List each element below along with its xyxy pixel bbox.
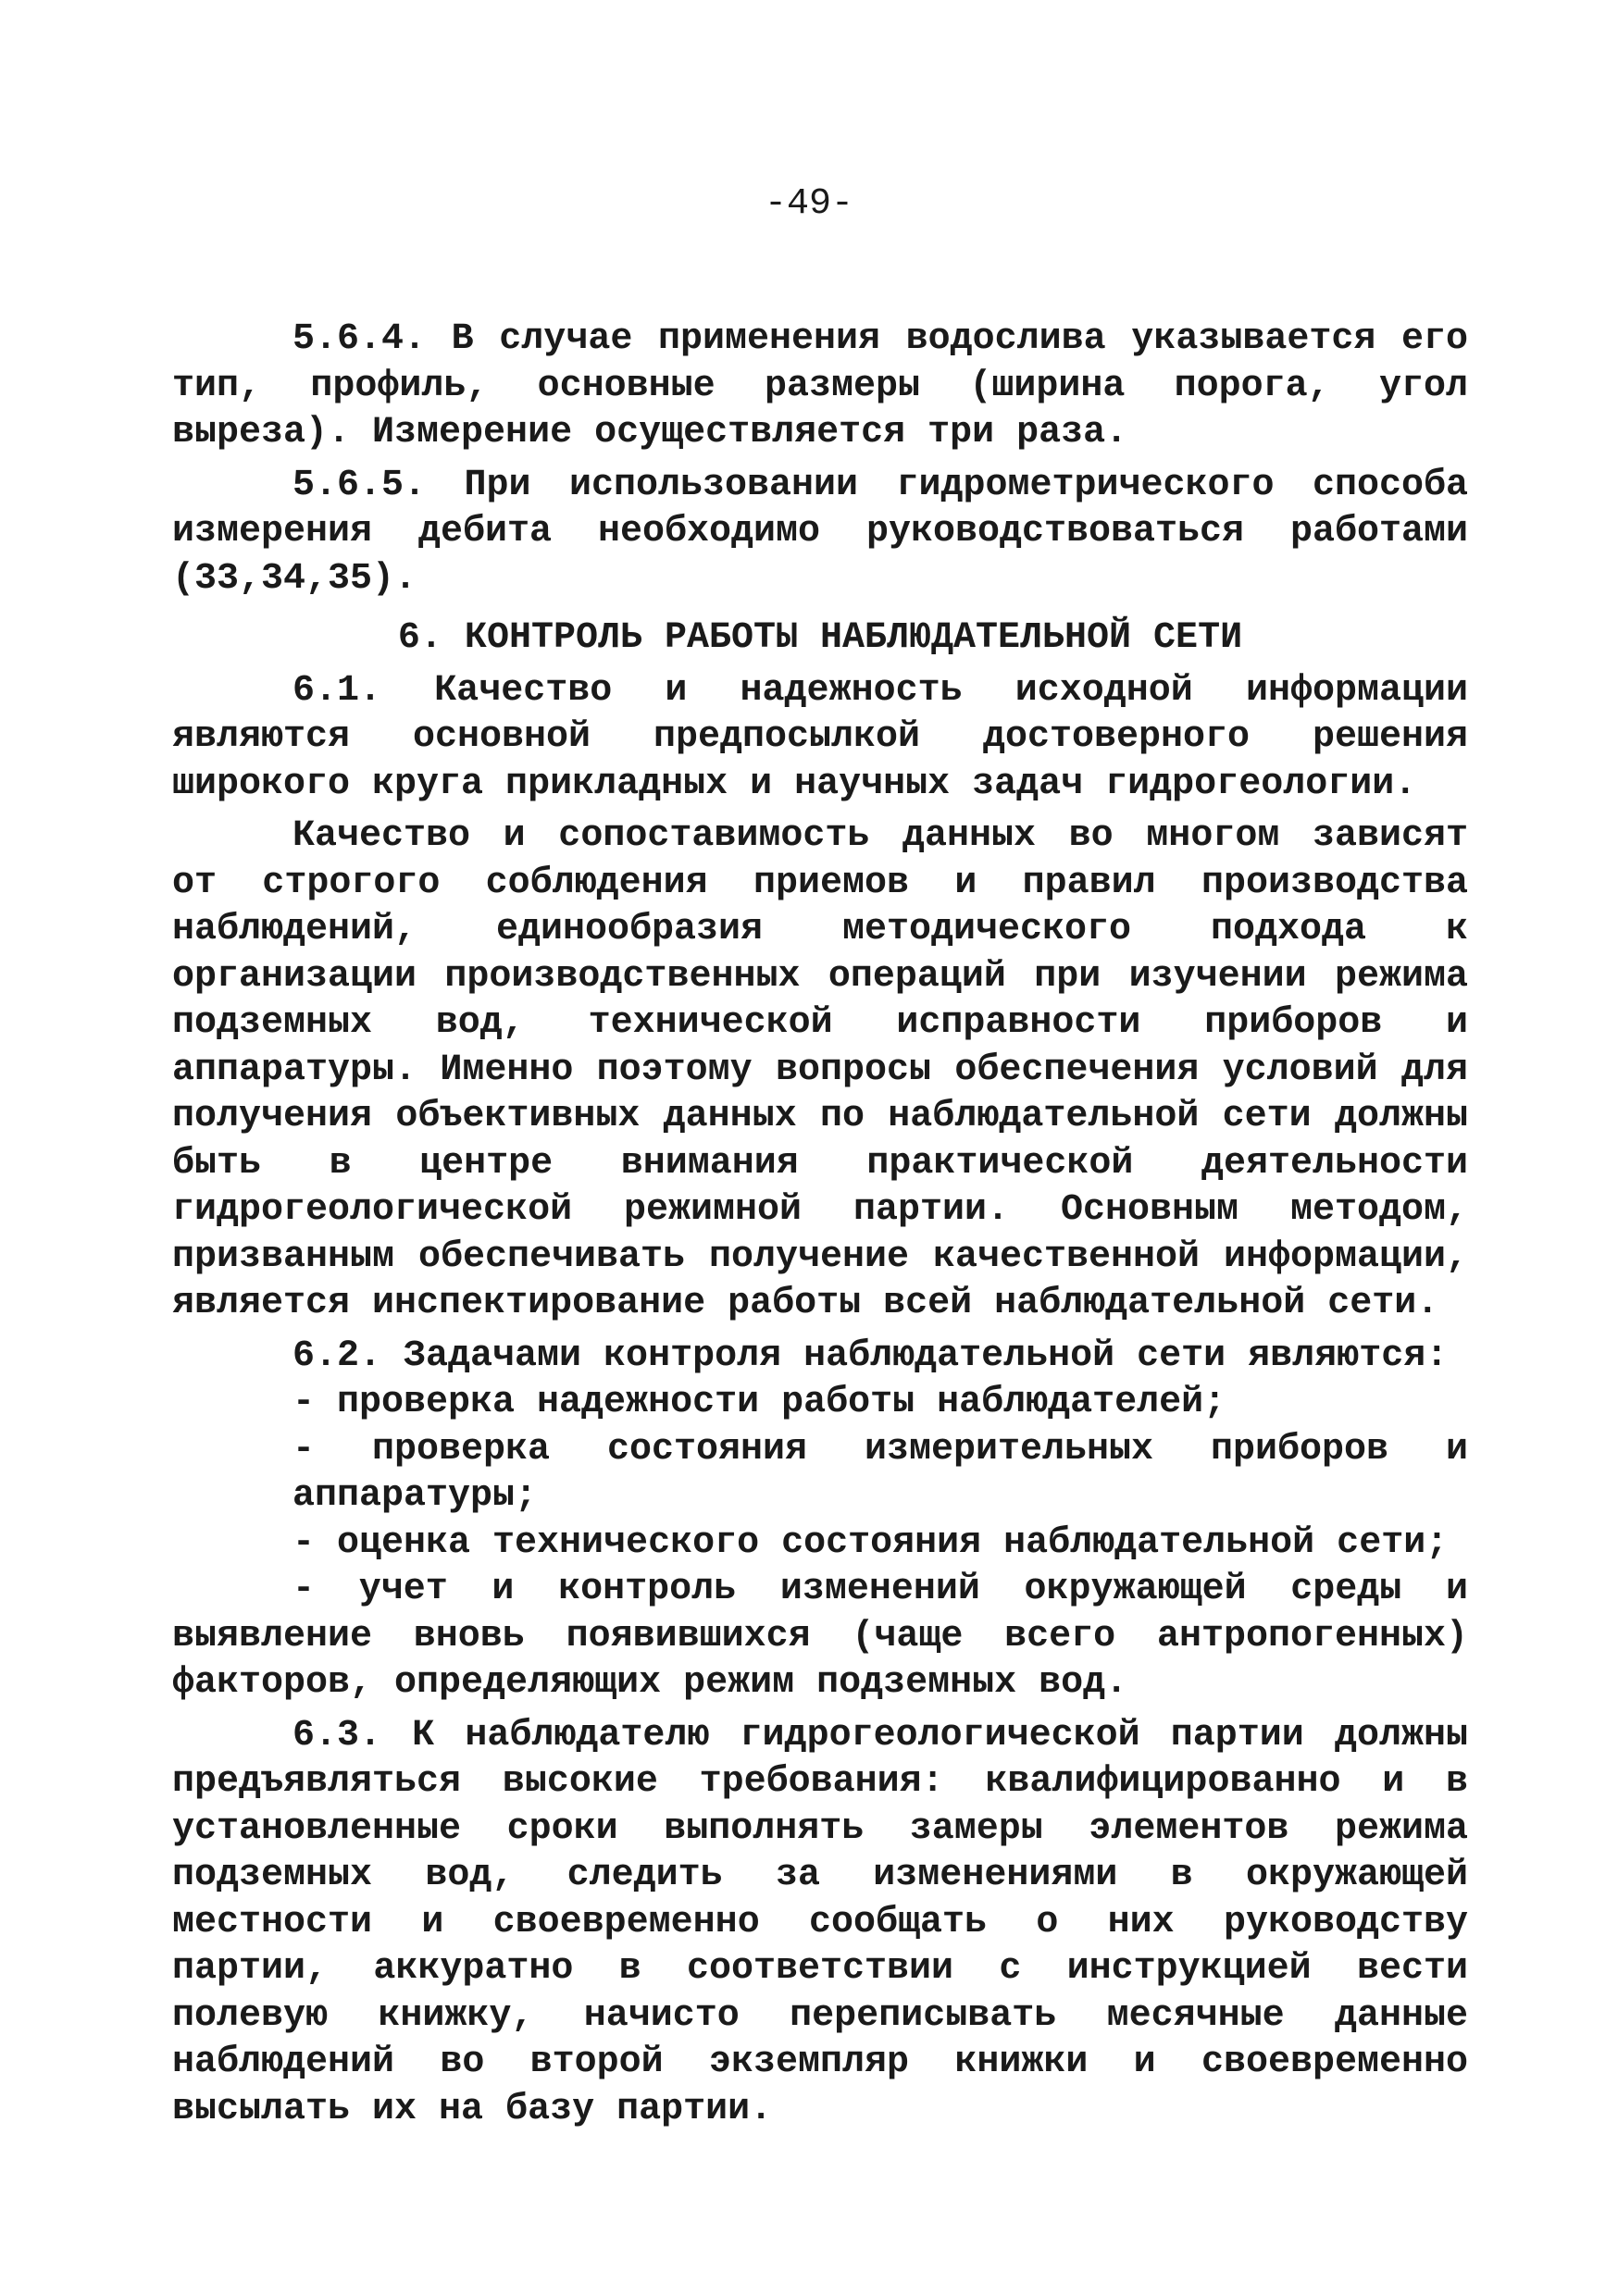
paragraph-6-3: 6.3. К наблюдателю гидрогеологической партии должны предъявляться высокие требования: квалифицированно и в установленные сроки выполнять замеры элементов режима подземных вод, следить за изменениями в окружающей местности и своевременно сообщать о них руководству партии, аккуратно в соответствии с инструкцией вести полевую книжку, начисто переписывать месячные данные наблюдений во второй экземпляр книжки и своевременно высылать их на базу партии. <box>172 1714 1468 2130</box>
paragraph-6-1: 6.1. Качество и надежность исходной информации являются основной предпосылкой достоверного решения широкого круга прикладных и научных задач гидрогеологии. <box>172 669 1468 805</box>
document-body <box>172 316 1468 2133</box>
paragraph-5-6-4: 5.6.4. В случае применения водослива указывается его тип, профиль, основные размеры (ширина порога, угол выреза). Измерение осуществляется три раза. <box>172 318 1468 453</box>
page-number: -49- <box>764 183 853 225</box>
paragraph-5-6-5: 5.6.5. При использовании гидрометрического способа измерения дебита необходимо руководствоваться работами (33,34,35). <box>172 464 1468 600</box>
list-item: - оценка технического состояния наблюдательной сети; <box>292 1521 1449 1564</box>
list-item: - проверка надежности работы наблюдателей; <box>292 1382 1226 1423</box>
list-item: - проверка состояния измерительных приборов и аппаратуры; <box>292 1428 1468 1517</box>
section-heading-6: 6. КОНТРОЛЬ РАБОТЫ НАБЛЮДАТЕЛЬНОЙ СЕТИ <box>397 617 1243 659</box>
list-item-last: - учет и контроль изменений окружающей среды и выявление вновь появившихся (чаще всего антропогенных) факторов, определяющих режим подземных вод. <box>172 1569 1468 1704</box>
paragraph-6-1-continued: Качество и сопоставимость данных во многом зависят от строгого соблюдения приемов и правил производства наблюдений, единообразия методического подхода к организации производственных операций при изучении режима подземных вод, технической исправности приборов и аппаратуры. Именно поэтому вопросы обеспечения условий для получения объективных данных по наблюдательной сети должны быть в центре внимания практической деятельности гидрогеологической режимной партии. Основным методом, призванным обеспечивать получение качественной информации, является инспектирование работы всей наблюдательной сети. <box>172 815 1468 1324</box>
paragraph-6-2: 6.2. Задачами контроля наблюдательной сети являются: <box>292 1334 1449 1377</box>
